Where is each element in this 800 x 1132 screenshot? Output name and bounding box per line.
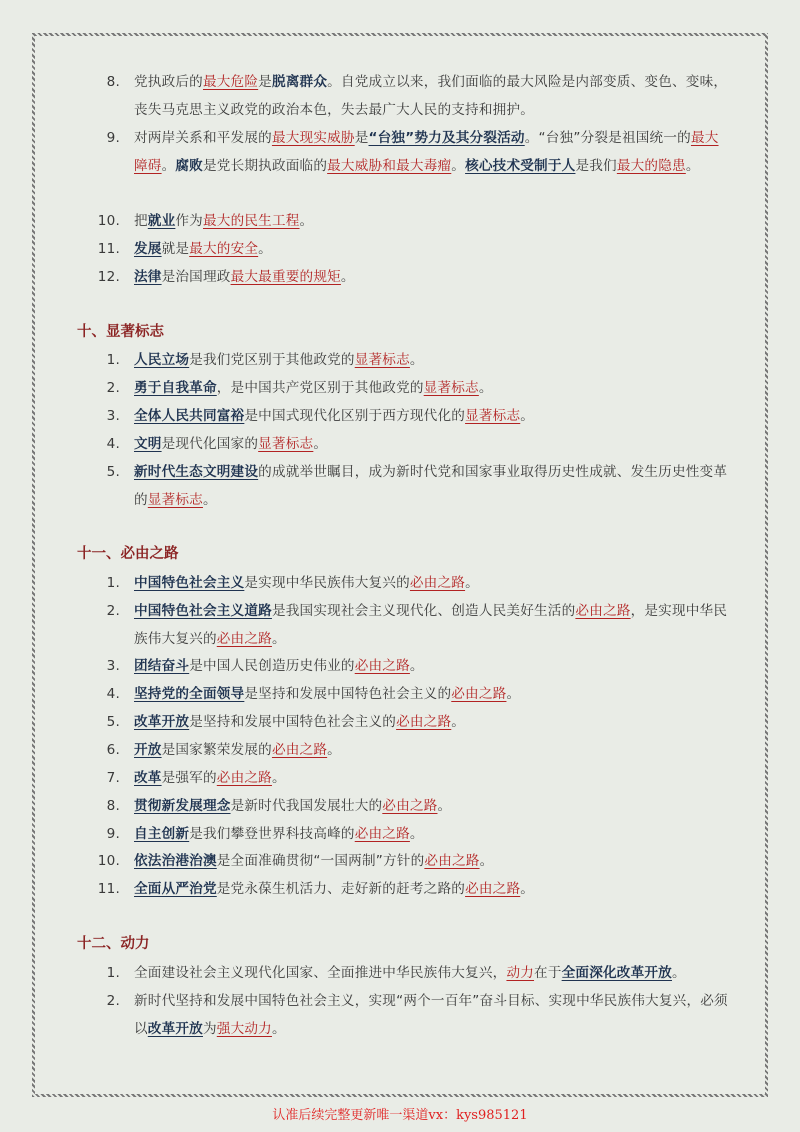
- highlight-phrase: 最大威胁和最大毒瘤: [327, 158, 452, 174]
- list-item: [106, 402, 732, 430]
- highlight-phrase: 必由之路: [216, 631, 272, 647]
- item-text: 是现代化国家的: [161, 436, 259, 452]
- section-heading: 十一、必由之路: [77, 546, 179, 562]
- item-number: 3.: [106, 658, 120, 674]
- item-text: 是党永葆生机活力、走好新的赶考之路的: [216, 881, 466, 897]
- item-text: 。: [451, 158, 466, 174]
- item-text: 。: [671, 965, 686, 981]
- highlight-phrase: 最大最重要的规矩: [230, 269, 341, 285]
- item-number: 8.: [106, 74, 120, 90]
- keyword-bold: 腐败: [175, 158, 203, 174]
- item-text: 。: [409, 352, 424, 368]
- keyword-emphasis: 全体人民共同富裕: [134, 408, 245, 424]
- list-item: [106, 652, 732, 680]
- item-text: 。: [299, 213, 314, 229]
- item-number: 11.: [97, 881, 120, 897]
- item-text: 。: [520, 881, 535, 897]
- list-item: [106, 987, 732, 1043]
- item-text: 是我们党区别于其他政党的: [189, 352, 355, 368]
- list-item: [97, 235, 732, 263]
- item-text: 是坚持和发展中国特色社会主义的: [244, 686, 452, 702]
- list-item: [106, 346, 732, 374]
- highlight-phrase: 最大的隐患: [616, 158, 686, 174]
- keyword-emphasis: 全面深化改革开放: [561, 965, 672, 981]
- item-number: 4.: [106, 686, 120, 702]
- item-text: 是: [258, 74, 272, 90]
- highlight-phrase: 必由之路: [575, 603, 631, 619]
- highlight-phrase: 最大现实威胁: [271, 130, 355, 146]
- item-text: 。: [685, 158, 700, 174]
- item-text: 是我们攀登世界科技高峰的: [189, 826, 355, 842]
- highlight-phrase: 必由之路: [451, 686, 507, 702]
- highlight-phrase: 显著标志: [423, 380, 479, 396]
- keyword-emphasis: 团结奋斗: [134, 658, 190, 674]
- item-text: 。: [409, 658, 424, 674]
- item-text: 是中国式现代化区别于西方现代化的: [244, 408, 466, 424]
- highlight-phrase: 显著标志: [258, 436, 314, 452]
- list-item: [106, 680, 732, 708]
- item-number: 1.: [106, 352, 120, 368]
- item-text: 。: [478, 380, 493, 396]
- item-number: 6.: [106, 742, 120, 758]
- list-item: [106, 374, 732, 402]
- keyword-emphasis: 依法治港治澳: [134, 853, 217, 869]
- item-text: 是治国理政: [161, 269, 231, 285]
- item-number: 12.: [97, 269, 120, 285]
- item-number: 2.: [106, 993, 120, 1009]
- highlight-phrase: 最大的安全: [189, 241, 259, 257]
- keyword-emphasis: 改革: [134, 770, 162, 786]
- item-text: 。: [506, 686, 521, 702]
- item-text: 是强军的: [161, 770, 217, 786]
- item-text: 是新时代我国发展壮大的: [230, 798, 383, 814]
- keyword-emphasis: 开放: [134, 742, 162, 758]
- keyword-emphasis: 发展: [134, 241, 162, 257]
- item-text: 。: [451, 714, 466, 730]
- item-text: 全面建设社会主义现代化国家、全面推进中华民族伟大复兴，: [134, 965, 507, 981]
- item-text: 新时代坚持和发展中国特色社会主义，实现“两个一百年”奋斗目标、实现中华民族伟大复兴，必须以: [134, 993, 728, 1037]
- keyword-emphasis: 中国特色社会主义道路: [134, 603, 272, 619]
- item-text: 把: [134, 213, 148, 229]
- highlight-phrase: 显著标志: [147, 492, 203, 508]
- list-item: [97, 263, 732, 291]
- item-text: 。: [437, 798, 452, 814]
- item-text: 。: [327, 742, 341, 758]
- item-number: 4.: [106, 436, 120, 452]
- list-item: [106, 736, 732, 764]
- item-number: 5.: [106, 714, 120, 730]
- item-number: 5.: [106, 464, 120, 480]
- item-text: 在于: [534, 965, 562, 981]
- list-item: [97, 207, 732, 235]
- list-item: [106, 708, 732, 736]
- item-text: 。: [271, 770, 286, 786]
- highlight-phrase: 显著标志: [354, 352, 410, 368]
- highlight-phrase: 必由之路: [465, 881, 521, 897]
- item-text: 。: [340, 269, 355, 285]
- highlight-phrase: 必由之路: [354, 826, 410, 842]
- keyword-emphasis: 中国特色社会主义: [134, 575, 245, 591]
- highlight-phrase: 必由之路: [271, 742, 328, 758]
- highlight-phrase: 显著标志: [465, 408, 521, 424]
- item-number: 9.: [106, 826, 120, 842]
- item-text: 。: [202, 492, 217, 508]
- item-text: 党执政后的: [134, 74, 203, 90]
- item-text: 是国家繁荣发展的: [161, 742, 272, 758]
- item-number: 3.: [106, 408, 120, 424]
- item-number: 10.: [97, 853, 120, 869]
- highlight-phrase: 最大障碍: [134, 130, 719, 174]
- keyword-emphasis: 坚持党的全面领导: [134, 686, 245, 702]
- keyword-emphasis: 核心技术受制于人: [465, 158, 576, 174]
- list-item: [97, 847, 732, 875]
- item-text: 是: [354, 130, 369, 146]
- keyword-emphasis: 改革开放: [134, 714, 190, 730]
- item-text: ，是实现中华民族伟大复兴的: [134, 603, 728, 647]
- item-text: 是我国实现社会主义现代化、创造人民美好生活的: [271, 603, 576, 619]
- item-text: 。: [271, 631, 286, 647]
- keyword-emphasis: 文明: [134, 436, 162, 452]
- keyword-bold: 脱离群众: [271, 74, 328, 90]
- keyword-emphasis: 贯彻新发展理念: [134, 798, 231, 814]
- keyword-emphasis: 人民立场: [134, 352, 190, 368]
- list-item: [106, 597, 732, 653]
- keyword-emphasis: 新时代生态文明建设: [134, 464, 259, 480]
- section-heading: 十二、动力: [77, 936, 150, 952]
- item-text: ，是中国共产党区别于其他政党的: [216, 380, 424, 396]
- keyword-emphasis: 法律: [134, 269, 162, 285]
- highlight-phrase: 必由之路: [424, 853, 480, 869]
- list-item: [106, 458, 732, 514]
- item-number: 1.: [106, 575, 120, 591]
- section-heading: 十、显著标志: [77, 324, 164, 340]
- item-text: 。: [258, 241, 272, 257]
- item-text: 就是: [161, 241, 190, 257]
- item-text: 的成就举世瞩目，成为新时代党和国家事业取得历史性成就、发生历史性变革的: [134, 464, 728, 508]
- item-text: 是全面准确贯彻“一国两制”方针的: [216, 853, 425, 869]
- item-text: 。: [271, 1021, 286, 1037]
- item-text: 是实现中华民族伟大复兴的: [244, 575, 410, 591]
- highlight-phrase: 必由之路: [382, 798, 438, 814]
- highlight-phrase: 强大动力: [216, 1021, 272, 1037]
- list-item: [106, 124, 732, 180]
- item-text: 为: [202, 1021, 217, 1037]
- item-text: 作为: [175, 213, 203, 229]
- list-item: [106, 569, 732, 597]
- list-item: [97, 875, 732, 903]
- keyword-emphasis: 改革开放: [147, 1021, 203, 1037]
- item-text: 。: [520, 408, 535, 424]
- highlight-phrase: 最大的民生工程: [202, 213, 300, 229]
- highlight-phrase: 必由之路: [354, 658, 410, 674]
- item-number: 2.: [106, 603, 120, 619]
- item-text: 是党长期执政面临的: [202, 158, 328, 174]
- list-item: [106, 68, 732, 124]
- list-item: [106, 959, 732, 987]
- item-number: 8.: [106, 798, 120, 814]
- item-text: 对两岸关系和平发展的: [134, 130, 272, 146]
- highlight-phrase: 必由之路: [409, 575, 466, 591]
- keyword-emphasis: 自主创新: [134, 826, 190, 842]
- item-number: 10.: [97, 213, 120, 229]
- highlight-phrase: 必由之路: [396, 714, 452, 730]
- keyword-emphasis: 勇于自我革命: [134, 380, 217, 396]
- highlight-phrase: 最大危险: [202, 74, 259, 90]
- footer-watermark: 认准后续完整更新唯一渠道vx：kys985121: [272, 1108, 528, 1123]
- item-text: 。: [161, 158, 176, 174]
- item-text: 是坚持和发展中国特色社会主义的: [189, 714, 397, 730]
- list-item: [106, 764, 732, 792]
- item-text: 是我们: [575, 158, 617, 174]
- highlight-phrase: 必由之路: [216, 770, 272, 786]
- item-text: 。: [465, 575, 479, 591]
- list-item: [106, 792, 732, 820]
- highlight-phrase: 动力: [506, 965, 535, 981]
- keyword-emphasis: “台独”势力及其分裂活动: [368, 130, 525, 146]
- list-item: [106, 430, 732, 458]
- item-number: 7.: [106, 770, 120, 786]
- list-item: [106, 820, 732, 848]
- item-text: 是中国人民创造历史伟业的: [189, 658, 355, 674]
- item-number: 11.: [97, 241, 120, 257]
- keyword-emphasis: 就业: [147, 213, 176, 229]
- item-number: 9.: [106, 130, 120, 146]
- item-number: 1.: [106, 965, 120, 981]
- item-number: 2.: [106, 380, 120, 396]
- item-text: 。: [479, 853, 494, 869]
- item-text: 。“台独”分裂是祖国统一的: [524, 130, 691, 146]
- item-text: 。: [409, 826, 424, 842]
- keyword-emphasis: 全面从严治党: [134, 881, 217, 897]
- item-text: 。自党成立以来，我们面临的最大风险是内部变质、变色、变味，丧失马克思主义政党的政治本色，失去最广大人民的支持和拥护。: [134, 74, 728, 118]
- item-text: 。: [313, 436, 328, 452]
